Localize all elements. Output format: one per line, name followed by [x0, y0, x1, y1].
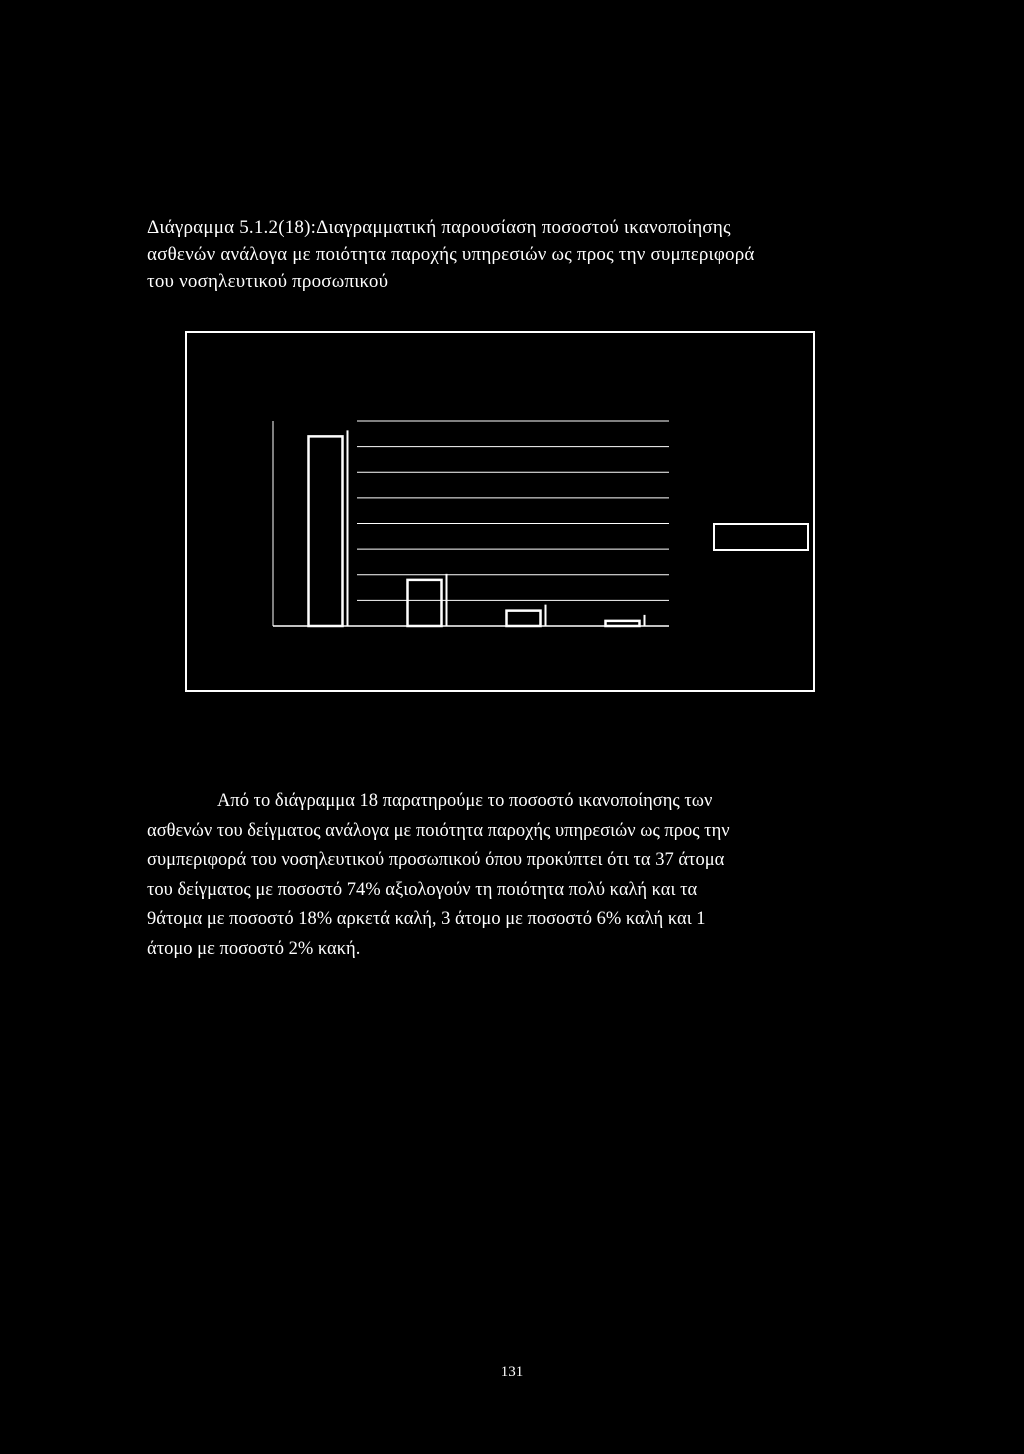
paragraph-line: του δείγματος με ποσοστό 74% αξιολογούν τη ποιότητα πολύ καλή και τα [147, 879, 698, 900]
paragraph-line: 9άτομα με ποσοστό 18% αρκετά καλή, 3 άτομο με ποσοστό 6% καλή και 1 [147, 909, 706, 929]
legend-box [714, 524, 808, 550]
paragraph-line: άτομο με ποσοστό 2% κακή. [147, 938, 361, 959]
paragraph-line: Από το διάγραμμα 18 παρατηρούμε το ποσοστό ικανοποίησης των [217, 791, 713, 811]
bar [507, 611, 541, 626]
chart-frame [185, 331, 815, 692]
bar [606, 621, 640, 626]
paragraph-line: ασθενών του δείγματος ανάλογα με ποιότητα παροχής υπηρεσιών ως προς την [147, 820, 730, 841]
page-number: 131 [500, 1364, 524, 1380]
figure-caption [147, 214, 862, 295]
caption-line: Διάγραμμα 5.1.2(18):Διαγραμματική παρουσίαση ποσοστού ικανοποίησης [147, 217, 731, 238]
caption-line: του νοσηλευτικού προσωπικού [147, 271, 389, 292]
bar-chart [187, 333, 813, 690]
bar [309, 436, 343, 626]
paragraph-line: συμπεριφορά του νοσηλευτικού προσωπικού όπου προκύπτει ότι τα 37 άτομα [147, 850, 725, 870]
bar [408, 580, 442, 626]
caption-line: ασθενών ανάλογα με ποιότητα παροχής υπηρεσιών ως προς την συμπεριφορά [147, 244, 755, 265]
body-paragraph [147, 787, 867, 964]
